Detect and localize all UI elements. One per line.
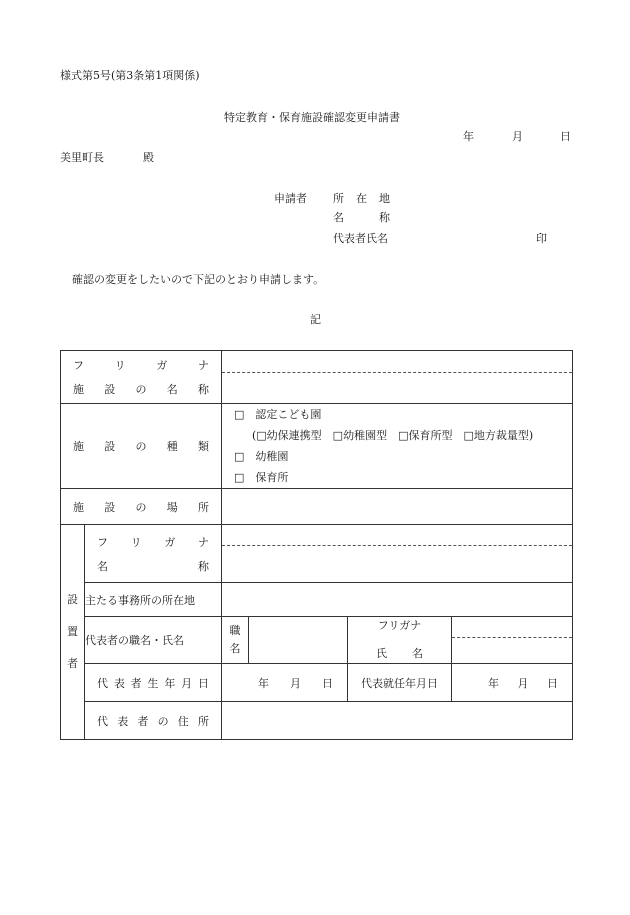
address-label: 所 在 地 [333,192,390,205]
representative-birth-label-cell [85,664,222,702]
furigana-divider [222,372,572,373]
representative-address-field[interactable] [222,702,573,740]
facility-type-row [61,404,573,489]
application-form-table [60,350,573,740]
seal-mark: 印 [536,232,547,245]
facility-type-label: 施 設 の 種 類 [73,440,209,453]
representative-address-label: 代 表 者 の 住 所 [97,714,209,728]
facility-furigana-field[interactable] [222,351,572,372]
office-location-row [61,583,573,617]
founder-furigana-divider [222,545,572,546]
addressee-honorific: 殿 [143,151,154,164]
representative-birth-label: 代 表 者 生 年 月 日 [97,676,209,690]
representative-appointed-label: 代表就任年月日 [348,664,452,702]
founder-vertical-label: 設 置 者 [61,525,85,740]
office-location-label: 主たる事務所の所在地 [85,583,222,617]
date-year-label: 年 [463,130,474,143]
option-hoikusho[interactable]: □ 保育所 [234,471,289,484]
option-nintei-kodomoen[interactable]: □ 認定こども園 [234,408,322,421]
representative-name-field[interactable] [452,617,573,664]
form-number: 様式第5号(第3条第1項関係) [60,69,200,82]
appointed-ymd-labels: 年 月 日 [488,676,558,690]
representative-address-label-cell [85,702,222,740]
facility-location-label-cell [61,489,222,525]
facility-location-label: 施 設 の 場 所 [73,500,209,514]
office-location-field[interactable] [222,583,573,617]
representative-furigana-divider [452,637,572,638]
representative-title-field[interactable] [249,617,348,664]
date-day-label: 日 [560,130,571,143]
furigana-kata-label: フリガナ [377,618,422,632]
representative-appointed-field[interactable] [452,664,573,702]
shimei-label: 氏 名 [376,646,423,660]
representative-furigana-field[interactable] [452,617,572,637]
representative-title-row [61,617,573,664]
founder-name-label-cell [85,525,222,583]
shoku-mei-label: 職 名 [222,617,249,664]
representative-title-name-label: 代表者の職名・氏名 [85,617,222,664]
body-text: 確認の変更をしたいので下記のとおり申請します。 [72,273,325,286]
applicant-label: 申請者 [274,192,307,205]
ki-mark: 記 [310,313,321,326]
name-label: 名 称 [333,211,390,224]
facility-name-label: 施 設 の 名 称 [73,383,209,396]
birth-ymd-labels: 年 月 日 [258,676,333,690]
option-nintei-subtypes[interactable]: (□幼保連携型 □幼稚園型 □保育所型 □地方裁量型) [252,429,534,442]
founder-name-field[interactable] [222,525,573,583]
founder-furigana-label: フ リ ガ ナ [97,535,209,549]
founder-name-row [61,525,573,583]
facility-type-options [222,404,573,489]
founder-name-label: 名 称 [97,559,209,573]
representative-dates-row [61,664,573,702]
representative-name-label-cell [348,617,452,664]
option-youchien[interactable]: □ 幼稚園 [234,450,289,463]
representative-birth-field[interactable] [222,664,348,702]
facility-type-label-cell [61,404,222,489]
date-month-label: 月 [512,130,523,143]
document-title: 特定教育・保育施設確認変更申請書 [224,111,400,124]
facility-name-row [61,351,573,404]
founder-furigana-field[interactable] [222,525,572,545]
facility-name-field[interactable] [222,351,573,404]
addressee-name: 美里町長 [60,151,104,164]
facility-name-label-cell [61,351,222,404]
furigana-label: フ リ ガ ナ [73,359,209,372]
representative-name-label: 代表者氏名 [333,232,388,245]
representative-address-row [61,702,573,740]
facility-location-row [61,489,573,525]
facility-location-field[interactable] [222,489,573,525]
